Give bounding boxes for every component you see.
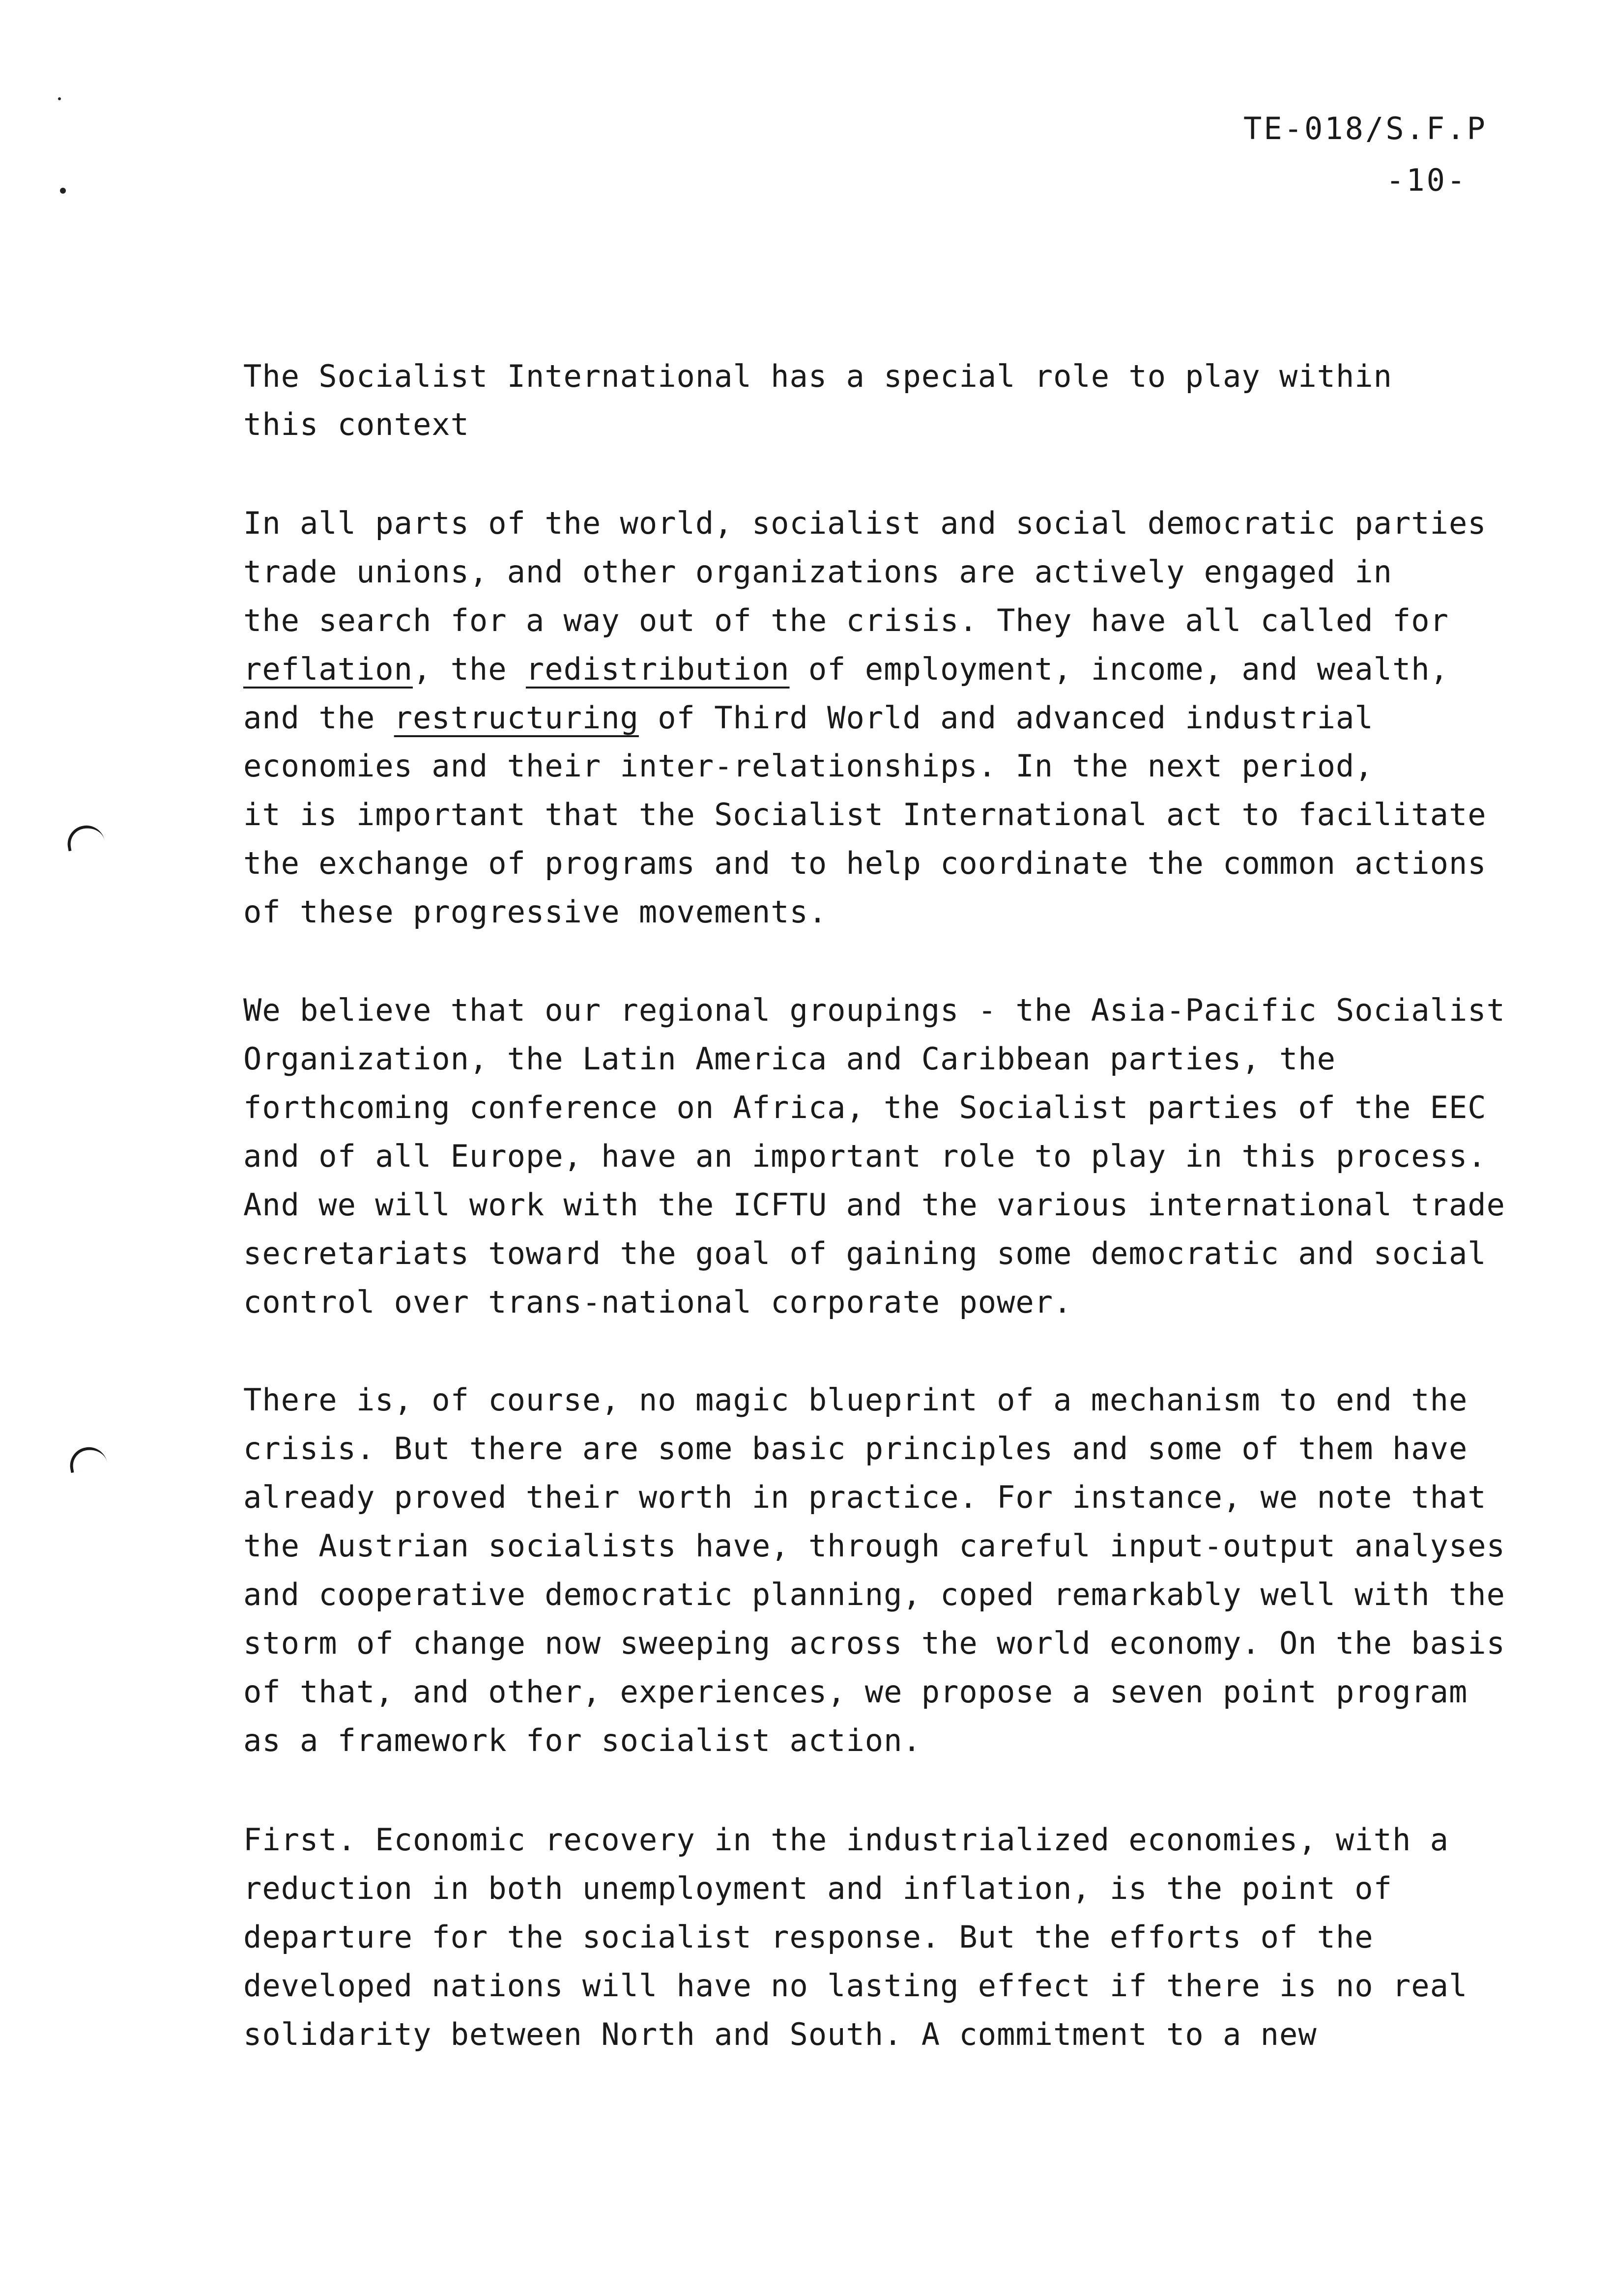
text-line-underlined xyxy=(243,700,1374,736)
text-line: storm of change now sweeping across the world economy. On the basis xyxy=(243,1625,1505,1661)
text-line: The Socialist International has a special role to play within xyxy=(243,358,1392,394)
text-segment: of employment, income, and wealth, xyxy=(789,651,1449,687)
text-line: Organization, the Latin America and Caribbean parties, the xyxy=(243,1041,1336,1077)
text-line: In all parts of the world, socialist and social democratic parties xyxy=(243,505,1487,541)
text-line: reduction in both unemployment and inflation, is the point of xyxy=(243,1870,1392,1906)
text-line: the exchange of programs and to help coordinate the common actions xyxy=(243,845,1487,881)
text-line: forthcoming conference on Africa, the Socialist parties of the EEC xyxy=(243,1090,1487,1125)
scan-speck xyxy=(60,188,66,194)
text-line: solidarity between North and South. A commitment to a new xyxy=(243,2016,1317,2052)
text-line: crisis. But there are some basic principles and some of them have xyxy=(243,1431,1468,1466)
text-line: as a framework for socialist action. xyxy=(243,1722,921,1758)
text-line: economies and their inter-relationships. In the next period, xyxy=(243,748,1374,784)
text-line: of that, and other, experiences, we propose a seven point program xyxy=(243,1674,1468,1710)
underlined-term-restructuring: restructuring xyxy=(394,700,639,736)
scan-speck xyxy=(58,97,61,100)
scan-margin-mark xyxy=(67,1444,108,1473)
text-line: of these progressive movements. xyxy=(243,894,828,930)
text-line: the search for a way out of the crisis. They have all called for xyxy=(243,603,1449,638)
text-line: developed nations will have no lasting effect if there is no real xyxy=(243,1968,1468,2004)
text-line: First. Economic recovery in the industrialized economies, with a xyxy=(243,1822,1449,1858)
text-line: and of all Europe, have an important role to play in this process. xyxy=(243,1138,1487,1174)
text-line: There is, of course, no magic blueprint of a mechanism to end the xyxy=(243,1382,1468,1418)
text-line: it is important that the Socialist International act to facilitate xyxy=(243,797,1487,832)
scan-margin-mark xyxy=(65,823,106,851)
text-line: We believe that our regional groupings - the Asia-Pacific Socialist xyxy=(243,992,1505,1028)
text-line-underlined xyxy=(243,651,1449,687)
underlined-term-reflation: reflation xyxy=(243,651,413,687)
page-number: -10- xyxy=(1386,162,1468,198)
text-line: the Austrian socialists have, through careful input-output analyses xyxy=(243,1528,1505,1564)
text-line: this context xyxy=(243,406,469,442)
text-line: trade unions, and other organizations are actively engaged in xyxy=(243,554,1392,590)
underlined-term-redistribution: redistribution xyxy=(525,651,790,687)
text-segment: and the xyxy=(243,700,394,736)
text-line: already proved their worth in practice. For instance, we note that xyxy=(243,1479,1487,1515)
text-segment: of Third World and advanced industrial xyxy=(638,700,1374,736)
text-line: control over trans-national corporate power. xyxy=(243,1284,1072,1320)
text-segment: , the xyxy=(412,651,526,687)
text-line: and cooperative democratic planning, coped remarkably well with the xyxy=(243,1577,1505,1612)
document-reference: TE-018/S.F.P xyxy=(1243,111,1487,146)
text-line: secretariats toward the goal of gaining some democratic and social xyxy=(243,1235,1487,1271)
text-line: And we will work with the ICFTU and the various international trade xyxy=(243,1187,1505,1223)
text-line: departure for the socialist response. But the efforts of the xyxy=(243,1919,1374,1955)
